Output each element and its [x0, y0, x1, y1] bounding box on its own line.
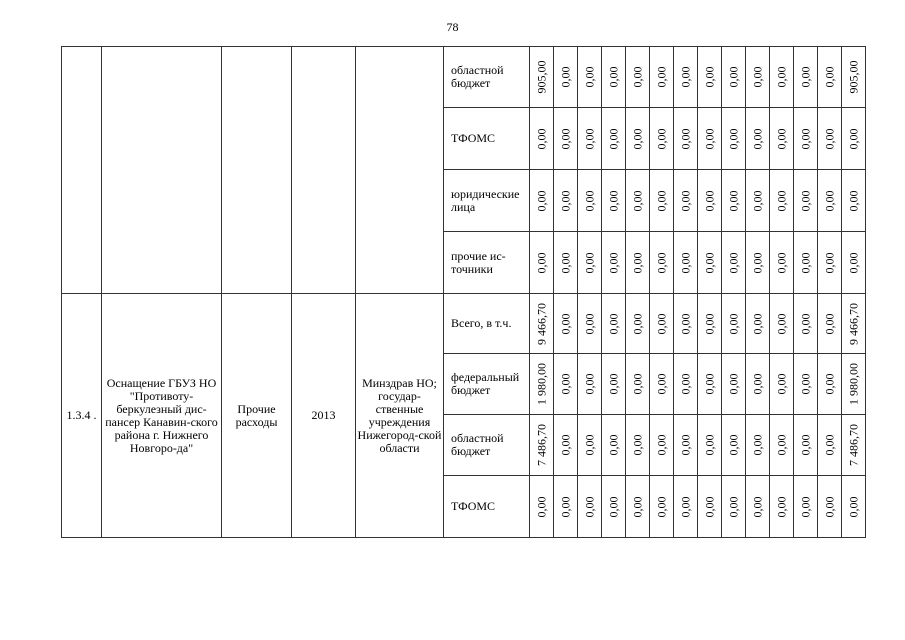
value-cell [626, 476, 650, 538]
value-text: 905,00 [846, 60, 860, 94]
value-text: 9 466,70 [846, 302, 860, 345]
value-cell [602, 170, 626, 232]
value-text: 0,00 [630, 190, 644, 211]
value-text: 0,00 [606, 496, 620, 517]
value-cell [674, 294, 698, 354]
value-text: 0,00 [750, 128, 764, 149]
value-cell [794, 232, 818, 294]
value-cell [794, 415, 818, 476]
value-cell [530, 354, 554, 415]
value-text: 0,00 [630, 434, 644, 456]
value-text: 0,00 [822, 373, 836, 395]
value-cell [698, 294, 722, 354]
value-text: 0,00 [630, 66, 644, 88]
value-text: 0,00 [558, 496, 572, 517]
value-cell [746, 232, 770, 294]
page-number: 78 [446, 20, 459, 34]
value-cell [650, 170, 674, 232]
value-cell [674, 476, 698, 538]
value-cell [554, 232, 578, 294]
value-text: 0,00 [654, 373, 668, 395]
funding-source: областной бюджет [444, 415, 530, 476]
value-text: 0,00 [678, 496, 692, 517]
value-cell [842, 47, 866, 108]
value-cell [722, 354, 746, 415]
value-cell [626, 47, 650, 108]
value-text: 0,00 [702, 313, 716, 334]
value-cell [650, 232, 674, 294]
continued-number-cell [62, 47, 102, 294]
value-text: 0,00 [750, 496, 764, 517]
value-cell [554, 47, 578, 108]
value-text: 7 486,70 [846, 424, 860, 466]
value-cell [626, 354, 650, 415]
value-text: 0,00 [702, 66, 716, 88]
value-cell [674, 232, 698, 294]
value-text: 0,00 [774, 313, 788, 334]
value-text: 0,00 [798, 373, 812, 395]
value-cell [818, 170, 842, 232]
value-cell [794, 476, 818, 538]
value-cell [602, 354, 626, 415]
value-cell [698, 415, 722, 476]
value-cell [578, 108, 602, 170]
continued-executor-cell [356, 47, 444, 294]
value-text: 0,00 [774, 128, 788, 149]
value-text: 0,00 [726, 252, 740, 273]
value-text: 0,00 [558, 373, 572, 395]
funding-source: ТФОМС [444, 476, 530, 538]
value-text: 0,00 [678, 434, 692, 456]
value-text: 0,00 [750, 190, 764, 211]
value-text: 0,00 [558, 128, 572, 149]
value-cell [770, 232, 794, 294]
value-cell [626, 108, 650, 170]
value-text: 0,00 [726, 128, 740, 149]
value-cell [530, 170, 554, 232]
value-text: 0,00 [654, 434, 668, 456]
funding-source: юридические лица [444, 170, 530, 232]
value-cell [698, 170, 722, 232]
value-text: 0,00 [774, 252, 788, 273]
value-cell [770, 108, 794, 170]
value-cell [650, 47, 674, 108]
value-cell [842, 476, 866, 538]
funding-source: прочие ис-точники [444, 232, 530, 294]
value-cell [554, 108, 578, 170]
value-text: 0,00 [606, 373, 620, 395]
value-cell [530, 232, 554, 294]
value-text: 0,00 [630, 313, 644, 334]
value-text: 0,00 [678, 373, 692, 395]
value-cell [650, 354, 674, 415]
value-cell [578, 354, 602, 415]
value-text: 0,00 [750, 313, 764, 334]
value-text: 0,00 [654, 128, 668, 149]
value-text: 0,00 [702, 190, 716, 211]
item-number: 1.3.4 . [62, 294, 102, 538]
value-cell [818, 354, 842, 415]
value-cell [818, 232, 842, 294]
value-text: 0,00 [582, 496, 596, 517]
value-cell [746, 294, 770, 354]
value-cell [842, 415, 866, 476]
value-cell [554, 170, 578, 232]
value-cell [722, 294, 746, 354]
value-text: 0,00 [726, 66, 740, 88]
value-cell [578, 415, 602, 476]
value-cell [794, 170, 818, 232]
value-cell [842, 232, 866, 294]
value-cell [674, 47, 698, 108]
value-text: 0,00 [558, 66, 572, 88]
value-text: 0,00 [630, 373, 644, 395]
value-text: 0,00 [558, 190, 572, 211]
value-text: 0,00 [582, 66, 596, 88]
funding-source: Всего, в т.ч. [444, 294, 530, 354]
value-cell [698, 354, 722, 415]
value-cell [722, 170, 746, 232]
value-text: 0,00 [702, 434, 716, 456]
value-cell [554, 294, 578, 354]
value-cell [794, 47, 818, 108]
value-cell [626, 415, 650, 476]
continued-name-cell [102, 47, 222, 294]
funding-source: ТФОМС [444, 108, 530, 170]
value-cell [578, 294, 602, 354]
value-text: 0,00 [606, 434, 620, 456]
value-cell [770, 354, 794, 415]
value-cell [746, 47, 770, 108]
value-text: 0,00 [774, 190, 788, 211]
value-text: 0,00 [582, 190, 596, 211]
value-cell [746, 170, 770, 232]
value-cell [674, 354, 698, 415]
table-row [62, 294, 866, 354]
continued-expense-type-cell [222, 47, 292, 294]
value-text: 0,00 [774, 373, 788, 395]
value-text: 0,00 [774, 434, 788, 456]
value-cell [578, 476, 602, 538]
value-text: 0,00 [822, 128, 836, 149]
value-cell [602, 294, 626, 354]
value-text: 0,00 [702, 128, 716, 149]
value-cell [746, 415, 770, 476]
value-text: 0,00 [822, 190, 836, 211]
value-text: 0,00 [630, 496, 644, 517]
value-text: 0,00 [702, 252, 716, 273]
value-text: 0,00 [606, 313, 620, 334]
value-cell [674, 415, 698, 476]
value-cell [770, 294, 794, 354]
value-cell [578, 232, 602, 294]
value-cell [530, 47, 554, 108]
value-text: 0,00 [606, 190, 620, 211]
value-text: 0,00 [750, 66, 764, 88]
value-text: 0,00 [534, 252, 548, 273]
value-cell [626, 170, 650, 232]
value-cell [722, 108, 746, 170]
value-text: 0,00 [846, 252, 860, 273]
value-cell [650, 294, 674, 354]
value-text: 0,00 [654, 66, 668, 88]
value-text: 905,00 [534, 60, 548, 94]
value-cell [626, 294, 650, 354]
value-text: 0,00 [726, 313, 740, 334]
value-text: 0,00 [798, 66, 812, 88]
value-cell [578, 170, 602, 232]
value-cell [674, 170, 698, 232]
value-text: 0,00 [798, 496, 812, 517]
value-cell [818, 294, 842, 354]
value-cell [770, 47, 794, 108]
value-text: 0,00 [726, 434, 740, 456]
value-cell [722, 476, 746, 538]
value-text: 0,00 [654, 190, 668, 211]
value-cell [554, 476, 578, 538]
value-text: 0,00 [726, 496, 740, 517]
value-cell [746, 476, 770, 538]
value-cell [650, 108, 674, 170]
value-cell [770, 415, 794, 476]
value-text: 0,00 [678, 190, 692, 211]
value-cell [530, 294, 554, 354]
item-year: 2013 [292, 294, 356, 538]
value-text: 0,00 [726, 373, 740, 395]
value-cell [530, 108, 554, 170]
value-text: 0,00 [678, 313, 692, 334]
value-cell [578, 47, 602, 108]
value-cell [554, 415, 578, 476]
value-text: 0,00 [822, 434, 836, 456]
value-text: 0,00 [582, 128, 596, 149]
value-cell [818, 476, 842, 538]
value-text: 0,00 [534, 496, 548, 517]
value-text: 0,00 [558, 434, 572, 456]
expense-type: Прочие расходы [222, 294, 292, 538]
value-text: 0,00 [558, 252, 572, 273]
value-text: 0,00 [630, 252, 644, 273]
value-cell [602, 108, 626, 170]
value-cell [530, 415, 554, 476]
value-text: 0,00 [654, 252, 668, 273]
value-cell [818, 108, 842, 170]
value-cell [746, 108, 770, 170]
value-cell [842, 108, 866, 170]
value-text: 0,00 [846, 496, 860, 517]
item-executor: Минздрав НО; государ-ственные учреждения Нижегород-ской области [356, 294, 444, 538]
value-cell [650, 415, 674, 476]
table-row [62, 47, 866, 108]
funding-source: областной бюджет [444, 47, 530, 108]
funding-source: федеральный бюджет [444, 354, 530, 415]
value-text: 0,00 [606, 252, 620, 273]
value-cell [650, 476, 674, 538]
continued-year-cell [292, 47, 356, 294]
value-text: 0,00 [798, 190, 812, 211]
value-text: 0,00 [774, 66, 788, 88]
value-text: 0,00 [582, 434, 596, 456]
value-text: 0,00 [798, 128, 812, 149]
value-cell [602, 47, 626, 108]
value-text: 0,00 [702, 373, 716, 395]
value-cell [722, 415, 746, 476]
value-cell [842, 354, 866, 415]
value-cell [770, 476, 794, 538]
value-text: 0,00 [750, 434, 764, 456]
value-cell [530, 476, 554, 538]
value-cell [818, 415, 842, 476]
value-cell [698, 476, 722, 538]
value-cell [722, 47, 746, 108]
value-text: 0,00 [630, 128, 644, 149]
value-text: 0,00 [654, 313, 668, 334]
value-text: 0,00 [582, 373, 596, 395]
value-cell [842, 170, 866, 232]
item-name: Оснащение ГБУЗ НО "Противоту-беркулезный дис-пансер Канавин-ского района г. Нижнего Новгоро-да" [102, 294, 222, 538]
value-cell [602, 415, 626, 476]
value-text: 0,00 [822, 313, 836, 334]
value-text: 0,00 [822, 252, 836, 273]
value-text: 0,00 [750, 252, 764, 273]
value-cell [698, 232, 722, 294]
value-text: 0,00 [798, 434, 812, 456]
value-cell [746, 354, 770, 415]
value-text: 0,00 [606, 128, 620, 149]
value-cell [818, 47, 842, 108]
value-cell [602, 232, 626, 294]
value-cell [842, 294, 866, 354]
value-text: 0,00 [654, 496, 668, 517]
value-text: 1 980,00 [534, 363, 548, 405]
value-text: 0,00 [678, 252, 692, 273]
value-text: 0,00 [702, 496, 716, 517]
value-text: 0,00 [750, 373, 764, 395]
value-text: 9 466,70 [534, 302, 548, 345]
value-text: 0,00 [582, 313, 596, 334]
value-text: 0,00 [726, 190, 740, 211]
value-cell [698, 108, 722, 170]
value-cell [554, 354, 578, 415]
value-text: 0,00 [678, 128, 692, 149]
value-text: 0,00 [846, 190, 860, 211]
value-cell [698, 47, 722, 108]
value-cell [770, 170, 794, 232]
value-cell [794, 108, 818, 170]
value-text: 0,00 [846, 128, 860, 149]
value-cell [602, 476, 626, 538]
value-text: 0,00 [774, 496, 788, 517]
value-cell [674, 108, 698, 170]
value-text: 0,00 [582, 252, 596, 273]
value-text: 0,00 [606, 66, 620, 88]
value-text: 0,00 [534, 128, 548, 149]
value-cell [722, 232, 746, 294]
value-text: 7 486,70 [534, 424, 548, 466]
value-cell [794, 354, 818, 415]
value-text: 1 980,00 [846, 363, 860, 405]
value-text: 0,00 [822, 496, 836, 517]
value-text: 0,00 [678, 66, 692, 88]
value-text: 0,00 [798, 313, 812, 334]
value-text: 0,00 [534, 190, 548, 211]
value-cell [626, 232, 650, 294]
budget-table [61, 46, 866, 538]
value-cell [794, 294, 818, 354]
value-text: 0,00 [798, 252, 812, 273]
value-text: 0,00 [822, 66, 836, 88]
value-text: 0,00 [558, 313, 572, 334]
